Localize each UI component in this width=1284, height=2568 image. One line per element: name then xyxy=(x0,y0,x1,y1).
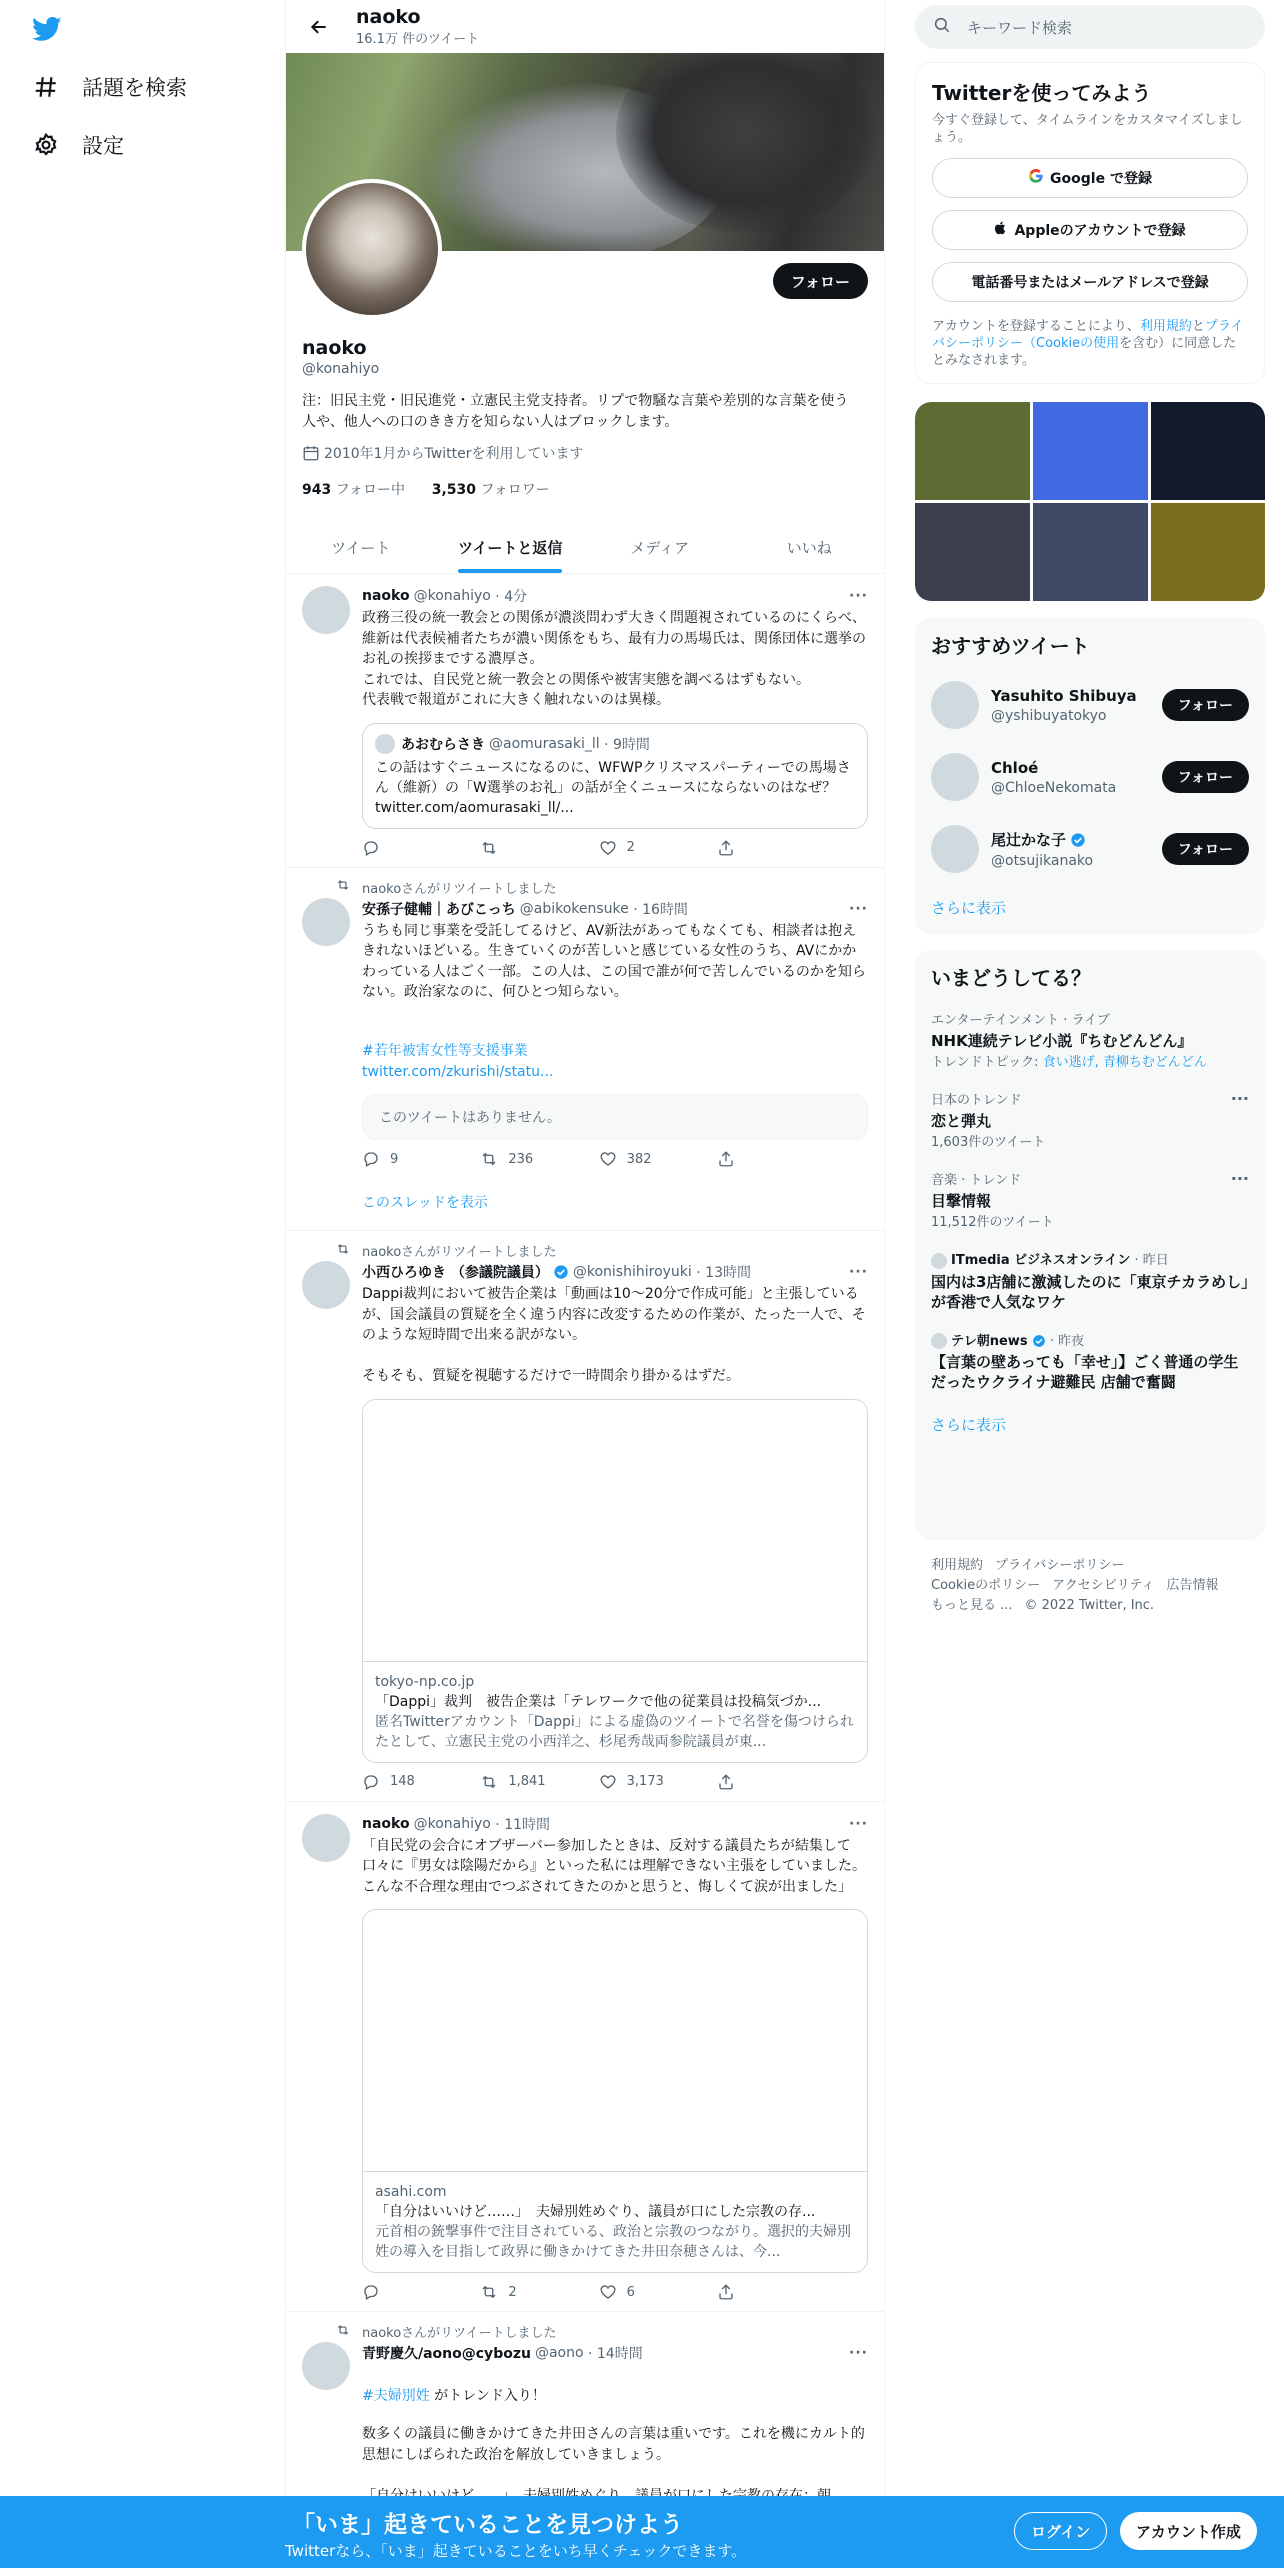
copyright: © 2022 Twitter, Inc. xyxy=(1024,1598,1155,1613)
phone-email-signup-button[interactable]: 電話番号またはメールアドレスで登録 xyxy=(932,262,1248,302)
apple-icon xyxy=(994,220,1008,240)
nav-explore[interactable] xyxy=(32,72,187,102)
legal-text: アカウントを登録することにより、 xyxy=(932,319,1140,334)
reply-button[interactable] xyxy=(362,2283,432,2301)
following-count: 943 xyxy=(302,482,332,498)
news-item[interactable] xyxy=(931,1249,1249,1312)
back-arrow-icon[interactable] xyxy=(302,10,336,44)
google-signup-label: Google で登録 xyxy=(1050,171,1152,187)
news-title: 国内は3店舗に激減したのに「東京チカラめし」が香港で人気なワケ xyxy=(931,1272,1249,1311)
verified-badge-icon xyxy=(1032,1334,1046,1348)
tab-media[interactable]: メディア xyxy=(630,538,690,557)
tweet-text: 数多くの議員に働きかけてきた井田さんの言葉は重いです。これを機にカルト的思想にしばられた政治を解放していきましょう。 xyxy=(362,2426,865,2463)
recommended-users xyxy=(915,618,1265,934)
news-meta xyxy=(931,1249,1249,1269)
retweet-icon xyxy=(336,1242,352,1260)
reply-button[interactable] xyxy=(362,839,432,857)
search-icon xyxy=(933,16,951,38)
tweet-text: うちも同じ事業を受託してるけど、AV新法があってもなくても、相談者は抱えきれないほどいる。生きていくのが苦しいと感じている女性のうち、AVにかかわっている人はごく一部。この人は、この国で誰が何で苦しんでいるのかを知らない。政治家なのに、何ひとつ知らない。 xyxy=(362,922,866,1000)
avatar[interactable] xyxy=(302,898,350,946)
verified-badge-icon xyxy=(553,1264,569,1280)
avatar[interactable] xyxy=(931,825,979,873)
user-handle: @otsujikanako xyxy=(991,853,1094,869)
header-name: naoko xyxy=(356,6,421,28)
news-time: · 昨日 xyxy=(1134,1253,1169,1268)
trend-meta: 音楽 · トレンド xyxy=(931,1173,1022,1188)
card-title: 「自分はいいけど……」 夫婦別姓めぐり、議員が口にした宗教の存... xyxy=(375,2204,816,2220)
tweet-time[interactable]: · 16時間 xyxy=(633,901,688,918)
card-description: 匿名Twitterアカウント「Dappi」による虚偽のツイートで名誉を傷つけられたとして、立憲民主党の小西洋之、杉尾秀哉両参院議員が東... xyxy=(375,1713,854,1750)
tweet[interactable] xyxy=(286,1231,884,1802)
tweet-author-name[interactable]: 安孫子健輔｜あびこっち xyxy=(362,901,516,918)
search-box[interactable] xyxy=(915,5,1265,49)
tweet[interactable] xyxy=(286,2312,884,2517)
retweet-icon xyxy=(480,839,498,857)
avatar xyxy=(931,1333,947,1349)
tweet-header xyxy=(362,1262,868,1282)
reply-count: 148 xyxy=(390,1774,415,1789)
retweet-button[interactable] xyxy=(480,1150,550,1168)
retweet-label[interactable]: naokoさんがリツイートしました xyxy=(362,1245,557,1260)
retweet-icon xyxy=(480,1773,498,1791)
main-column xyxy=(285,0,885,2568)
retweet-label[interactable]: naokoさんがリツイートしました xyxy=(362,2326,557,2341)
tweet-author-name[interactable]: 小西ひろゆき （参議院議員） xyxy=(362,1265,549,1281)
reply-count: 9 xyxy=(390,1151,399,1167)
tweet[interactable] xyxy=(286,574,884,868)
followers-count: 3,530 xyxy=(431,482,476,498)
like-button[interactable] xyxy=(599,2283,669,2301)
tweet-actions xyxy=(362,1150,787,1168)
trend-title: 目撃情報 xyxy=(931,1192,992,1210)
quote-author-handle: @aomurasaki_ll xyxy=(489,735,600,752)
user-handle: @ChloeNekomata xyxy=(991,779,1117,796)
reply-icon xyxy=(362,2283,380,2301)
tweet-text: Dappi裁判において被告企業は「動画は10～20分で作成可能」と主張しているが、国会議員の質疑を全く違う内容に改変するための作業が、たった一人で、そのような短時間で出来る訳がない。 そもそも、質疑を視聴するだけで一時間余り掛かるはずだ。 xyxy=(362,1286,866,1384)
avatar[interactable] xyxy=(931,681,979,729)
retweet-indicator xyxy=(336,1241,868,1260)
signup-panel xyxy=(915,62,1265,384)
reply-icon xyxy=(362,839,380,857)
retweet-indicator xyxy=(336,878,868,897)
card-title: 「Dappi」裁判 被告企業は「テレワークで他の従業員は投稿気づか... xyxy=(375,1693,822,1710)
tweet-actions xyxy=(362,2283,787,2301)
heart-icon xyxy=(599,2283,617,2301)
share-icon xyxy=(717,839,735,857)
retweet-icon xyxy=(336,878,352,896)
media-grid xyxy=(915,402,1265,602)
media-thumb[interactable] xyxy=(915,402,1030,500)
trend-item[interactable] xyxy=(931,1089,1249,1151)
followers-label: フォロワー xyxy=(480,482,550,498)
unavailable-tweet: このツイートはありません。 xyxy=(362,1094,868,1140)
tweet[interactable] xyxy=(286,868,884,1232)
privacy-link[interactable]: プライバシーポリシー（Cookieの使用 xyxy=(932,319,1244,351)
share-button[interactable] xyxy=(717,1150,787,1168)
share-button[interactable] xyxy=(717,1773,787,1791)
header-tweet-count: 16.1万 件のツイート xyxy=(356,32,480,47)
follow-button[interactable]: フォロー xyxy=(1162,833,1249,865)
news-source: ITmedia ビジネスオンライン xyxy=(951,1253,1131,1268)
like-count: 6 xyxy=(626,2284,635,2300)
trend-item[interactable] xyxy=(931,1009,1249,1071)
profile-info xyxy=(286,251,884,499)
tweet-author-handle: @aono xyxy=(534,2345,584,2361)
google-icon xyxy=(1028,168,1044,188)
login-button[interactable]: ログイン xyxy=(1014,2512,1107,2550)
gear-icon xyxy=(32,131,60,159)
trends-panel xyxy=(915,950,1265,1540)
heart-icon xyxy=(599,1150,617,1168)
tweet-actions xyxy=(362,1773,787,1791)
signup-legal xyxy=(932,318,1248,369)
avatar xyxy=(375,734,395,754)
share-icon xyxy=(717,1773,735,1791)
tweet-time[interactable]: · 4分 xyxy=(495,589,528,605)
footer-link[interactable]: Cookieのポリシー xyxy=(931,1578,1041,1593)
footer-links xyxy=(931,1556,1261,1616)
tweet-text-fragment: がトレンド入り！ xyxy=(429,2387,546,2404)
apple-signup-button[interactable] xyxy=(932,210,1248,250)
link-card[interactable] xyxy=(362,1909,868,2273)
twitter-logo-icon[interactable] xyxy=(30,14,64,44)
profile-topbar xyxy=(286,0,884,53)
media-thumb[interactable] xyxy=(1151,503,1265,601)
recommended-user[interactable] xyxy=(931,679,1249,731)
nav-explore-label: 話題を検索 xyxy=(82,76,187,100)
tweet-header xyxy=(362,1814,868,1834)
recommended-user[interactable] xyxy=(931,823,1249,875)
bottom-bar-title: 「いま」起きていることを見つけよう xyxy=(292,2512,683,2538)
tweet-time[interactable]: · 14時間 xyxy=(588,2346,643,2362)
trends-title: いまどうしてる？ xyxy=(931,966,1091,990)
reply-button[interactable] xyxy=(362,1773,432,1791)
recommend-title: おすすめツイート xyxy=(931,634,1090,658)
quote-text: この話はすぐニュースになるのに、WFWPクリスマスパーティーでの馬場さん（維新）の「W選挙のお礼」の話が全くニュースにならないのはなぜ？ twitter.com/aomurasaki_ll/... xyxy=(375,759,851,816)
tweet-author-handle: @abikokensuke xyxy=(519,900,629,917)
quote-time: · 9時間 xyxy=(604,736,650,753)
user-name: 尾辻かな子 xyxy=(991,831,1067,849)
footer-link[interactable]: 広告情報 xyxy=(1166,1578,1219,1593)
reply-icon xyxy=(362,1150,380,1168)
share-icon xyxy=(717,1150,735,1168)
user-name: Chloé xyxy=(991,758,1039,777)
terms-link[interactable]: 利用規約 xyxy=(1139,319,1192,334)
retweet-icon xyxy=(480,2283,498,2301)
news-source: テレ朝news xyxy=(951,1333,1028,1349)
joined-text: 2010年1月からTwitterを利用しています xyxy=(324,446,584,462)
reply-icon xyxy=(362,1773,380,1791)
tab-tweets-and-replies[interactable]: ツイートと返信 xyxy=(436,521,586,573)
retweet-icon xyxy=(480,1150,498,1168)
more-icon[interactable]: ··· xyxy=(849,588,868,604)
heart-icon xyxy=(599,1773,617,1791)
hashtag-icon xyxy=(32,73,60,101)
media-thumb[interactable] xyxy=(1033,402,1148,500)
trend-subtitle: 1,603件のツイート xyxy=(931,1135,1046,1150)
user-name: Yasuhito Shibuya xyxy=(991,686,1137,705)
retweet-button[interactable] xyxy=(480,839,550,857)
left-nav xyxy=(0,0,285,2568)
bottom-bar-subtitle: Twitterなら、「いま」起きていることをいち早くチェックできます。 xyxy=(285,2542,747,2560)
avatar xyxy=(931,1253,947,1269)
hashtag-link[interactable]: #夫婦別姓 xyxy=(362,2387,430,2404)
quote-header xyxy=(375,734,855,754)
retweet-button[interactable] xyxy=(480,2283,550,2301)
signup-bottom-bar xyxy=(0,2496,1284,2568)
retweet-icon xyxy=(336,2323,352,2341)
tweet-author-name[interactable]: naoko xyxy=(362,588,410,604)
show-thread-link[interactable]: このスレッドを表示 xyxy=(362,1195,488,1211)
more-icon[interactable]: ··· xyxy=(1230,1169,1249,1188)
search-input[interactable]: キーワード検索 xyxy=(967,18,1073,37)
user-name-row xyxy=(991,829,1093,850)
footer-link[interactable]: プライバシーポリシー xyxy=(995,1558,1125,1573)
tweet-author-handle: @konishihiroyuki xyxy=(572,1264,692,1280)
retweet-indicator xyxy=(336,2322,868,2341)
retweet-count: 236 xyxy=(508,1151,534,1167)
media-thumb[interactable] xyxy=(1151,402,1265,500)
like-button[interactable] xyxy=(599,839,669,857)
profile-bio: 注：旧民主党・旧民進党・立憲民主党支持者。リプで物騒な言葉や差別的な言葉を使う人や、他人への口のきき方を知らない人はブロックします。 xyxy=(302,393,849,430)
trend-meta: エンターテインメント · ライブ xyxy=(931,1013,1110,1028)
news-time: · 昨夜 xyxy=(1049,1333,1085,1349)
legal-text: と xyxy=(1191,319,1205,334)
card-domain: asahi.com xyxy=(375,2184,447,2200)
show-more-link[interactable]: さらに表示 xyxy=(931,1416,1007,1434)
share-button[interactable] xyxy=(717,2283,787,2301)
like-button[interactable] xyxy=(599,1150,669,1168)
trend-topic-links[interactable]: 食い逃げ, 青柳ちむどんどん xyxy=(1042,1055,1207,1070)
avatar[interactable] xyxy=(302,2342,350,2390)
heart-icon xyxy=(599,839,617,857)
more-icon[interactable]: ··· xyxy=(849,2345,868,2361)
follow-button[interactable]: フォロー xyxy=(773,263,868,299)
user-handle: @yshibuyatokyo xyxy=(991,707,1107,724)
footer-link[interactable]: もっと見る ... xyxy=(931,1598,1013,1613)
tweet-text: 政務三役の統一教会との関係が濃淡問わず大きく問題視されているのにくらべ、維新は代表候補者たちが濃い関係をもち、最有力の馬場氏は、関係団体に選挙のお礼の挨拶までする濃厚さ。 これでは、自民党と統一教会との関係や被害実態を調べるはずもない。 代表戦で報道がこれに大きく触れないのは異様。 xyxy=(362,610,866,708)
profile-tabs xyxy=(286,521,884,574)
tweet-header xyxy=(362,2343,868,2363)
profile-name: naoko xyxy=(302,337,367,359)
like-button[interactable] xyxy=(599,1773,669,1791)
more-icon[interactable]: ··· xyxy=(1230,1089,1249,1108)
avatar[interactable] xyxy=(302,1814,350,1862)
tweet-header xyxy=(362,899,868,919)
nav-settings-label: 設定 xyxy=(82,134,124,158)
like-count: 382 xyxy=(626,1151,652,1167)
tweet-time[interactable]: · 13時間 xyxy=(696,1265,751,1281)
link-card[interactable] xyxy=(362,1399,868,1763)
google-signup-button[interactable] xyxy=(932,158,1248,198)
follow-stats xyxy=(302,479,868,499)
retweet-count: 1,841 xyxy=(508,1774,546,1789)
trend-title: NHK連続テレビ小説『ちむどんどん』 xyxy=(931,1032,1193,1050)
apple-signup-label: Appleのアカウントで登録 xyxy=(1014,223,1186,239)
news-item[interactable] xyxy=(931,1330,1249,1393)
share-icon xyxy=(717,2283,735,2301)
like-count: 3,173 xyxy=(626,1774,664,1789)
avatar[interactable] xyxy=(302,1261,350,1309)
tab-tweets[interactable]: ツイート xyxy=(331,538,391,557)
signup-subtitle: 今すぐ登録して、タイムラインをカスタマイズしましょう。 xyxy=(932,113,1243,145)
news-meta xyxy=(931,1330,1249,1350)
avatar[interactable] xyxy=(302,586,350,634)
tweet-link[interactable]: twitter.com/zkurishi/statu... xyxy=(362,1063,554,1080)
create-account-button[interactable]: アカウント作成 xyxy=(1120,2512,1257,2550)
more-icon[interactable]: ··· xyxy=(849,900,868,917)
tweet[interactable] xyxy=(286,1802,884,2313)
show-more-link[interactable]: さらに表示 xyxy=(931,899,1007,917)
verified-badge-icon xyxy=(1070,832,1086,848)
retweet-label[interactable]: naokoさんがリツイートしました xyxy=(362,881,557,897)
tweet-time[interactable]: · 11時間 xyxy=(495,1816,551,1833)
following-link[interactable] xyxy=(302,482,405,498)
trend-item[interactable] xyxy=(931,1169,1249,1231)
tweet-header xyxy=(362,586,868,606)
trend-title: 恋と弾丸 xyxy=(931,1112,992,1130)
quote-author-name: あおむらさき xyxy=(401,736,485,753)
news-title: 【言葉の壁あっても「幸せ」】ごく普通の学生だったウクライナ避難民 店舗で奮闘 xyxy=(931,1353,1239,1391)
trend-subtitle-prefix: トレンドトピック: xyxy=(931,1055,1043,1070)
reply-button[interactable] xyxy=(362,1150,432,1168)
followers-link[interactable] xyxy=(432,482,550,498)
card-description: 元首相の銃撃事件で注目されている、政治と宗教のつながり。選択的夫婦別姓の導入を目指して政界に働きかけてきた井田奈穂さんは、今... xyxy=(375,2224,851,2260)
recommended-user[interactable] xyxy=(931,751,1249,803)
trend-meta: 日本のトレンド xyxy=(931,1093,1022,1108)
avatar[interactable] xyxy=(931,753,979,801)
footer-link[interactable]: 利用規約 xyxy=(931,1558,984,1573)
trend-subtitle xyxy=(931,1054,1249,1071)
like-count: 2 xyxy=(626,840,635,855)
media-thumb[interactable] xyxy=(915,503,1030,601)
nav-settings[interactable] xyxy=(32,130,124,160)
tweet-actions xyxy=(362,839,787,857)
profile-avatar[interactable] xyxy=(302,179,442,319)
card-image xyxy=(363,1400,867,1662)
footer-link[interactable]: アクセシビリティ xyxy=(1052,1578,1155,1593)
quote-tweet[interactable] xyxy=(362,723,868,829)
hashtag-link[interactable]: #若年被害女性等支援事業 xyxy=(362,1043,528,1059)
calendar-icon xyxy=(302,444,320,462)
profile-handle: @konahiyo xyxy=(302,361,380,377)
card-image xyxy=(363,1910,867,2172)
tab-likes[interactable]: いいね xyxy=(786,538,832,557)
retweet-button[interactable] xyxy=(480,1773,550,1791)
signup-title: Twitterを使ってみよう xyxy=(932,81,1152,105)
profile-joined xyxy=(302,443,868,463)
card-domain: tokyo-np.co.jp xyxy=(375,1673,475,1690)
following-label: フォロー中 xyxy=(335,482,405,498)
share-button[interactable] xyxy=(717,839,787,857)
tweet-author-name[interactable]: 青野慶久/aono@cybozu xyxy=(362,2346,531,2362)
tweet-author-name[interactable]: naoko xyxy=(362,1815,410,1832)
tweet-author-handle: @konahiyo xyxy=(413,1815,491,1832)
more-icon[interactable]: ··· xyxy=(849,1264,868,1280)
trend-subtitle: 11,512件のツイート xyxy=(931,1215,1054,1230)
follow-button[interactable]: フォロー xyxy=(1162,761,1249,793)
media-thumb[interactable] xyxy=(1033,503,1148,601)
tweet-author-handle: @konahiyo xyxy=(413,588,491,604)
tweet-text: 「自民党の会合にオブザーバー参加したときは、反対する議員たちが結集して口々に『男女は陰陽だから』といった私には理解できない主張をしていました。こんな不合理な理由でつぶされてきたのかと思うと、悔しくて涙が出ました」 xyxy=(362,1837,866,1895)
retweet-count: 2 xyxy=(508,2284,517,2300)
legal-text: を含む）に同意したとみなされます。 xyxy=(932,336,1237,368)
follow-button[interactable]: フォロー xyxy=(1162,689,1249,721)
more-icon[interactable]: ··· xyxy=(849,1815,868,1832)
